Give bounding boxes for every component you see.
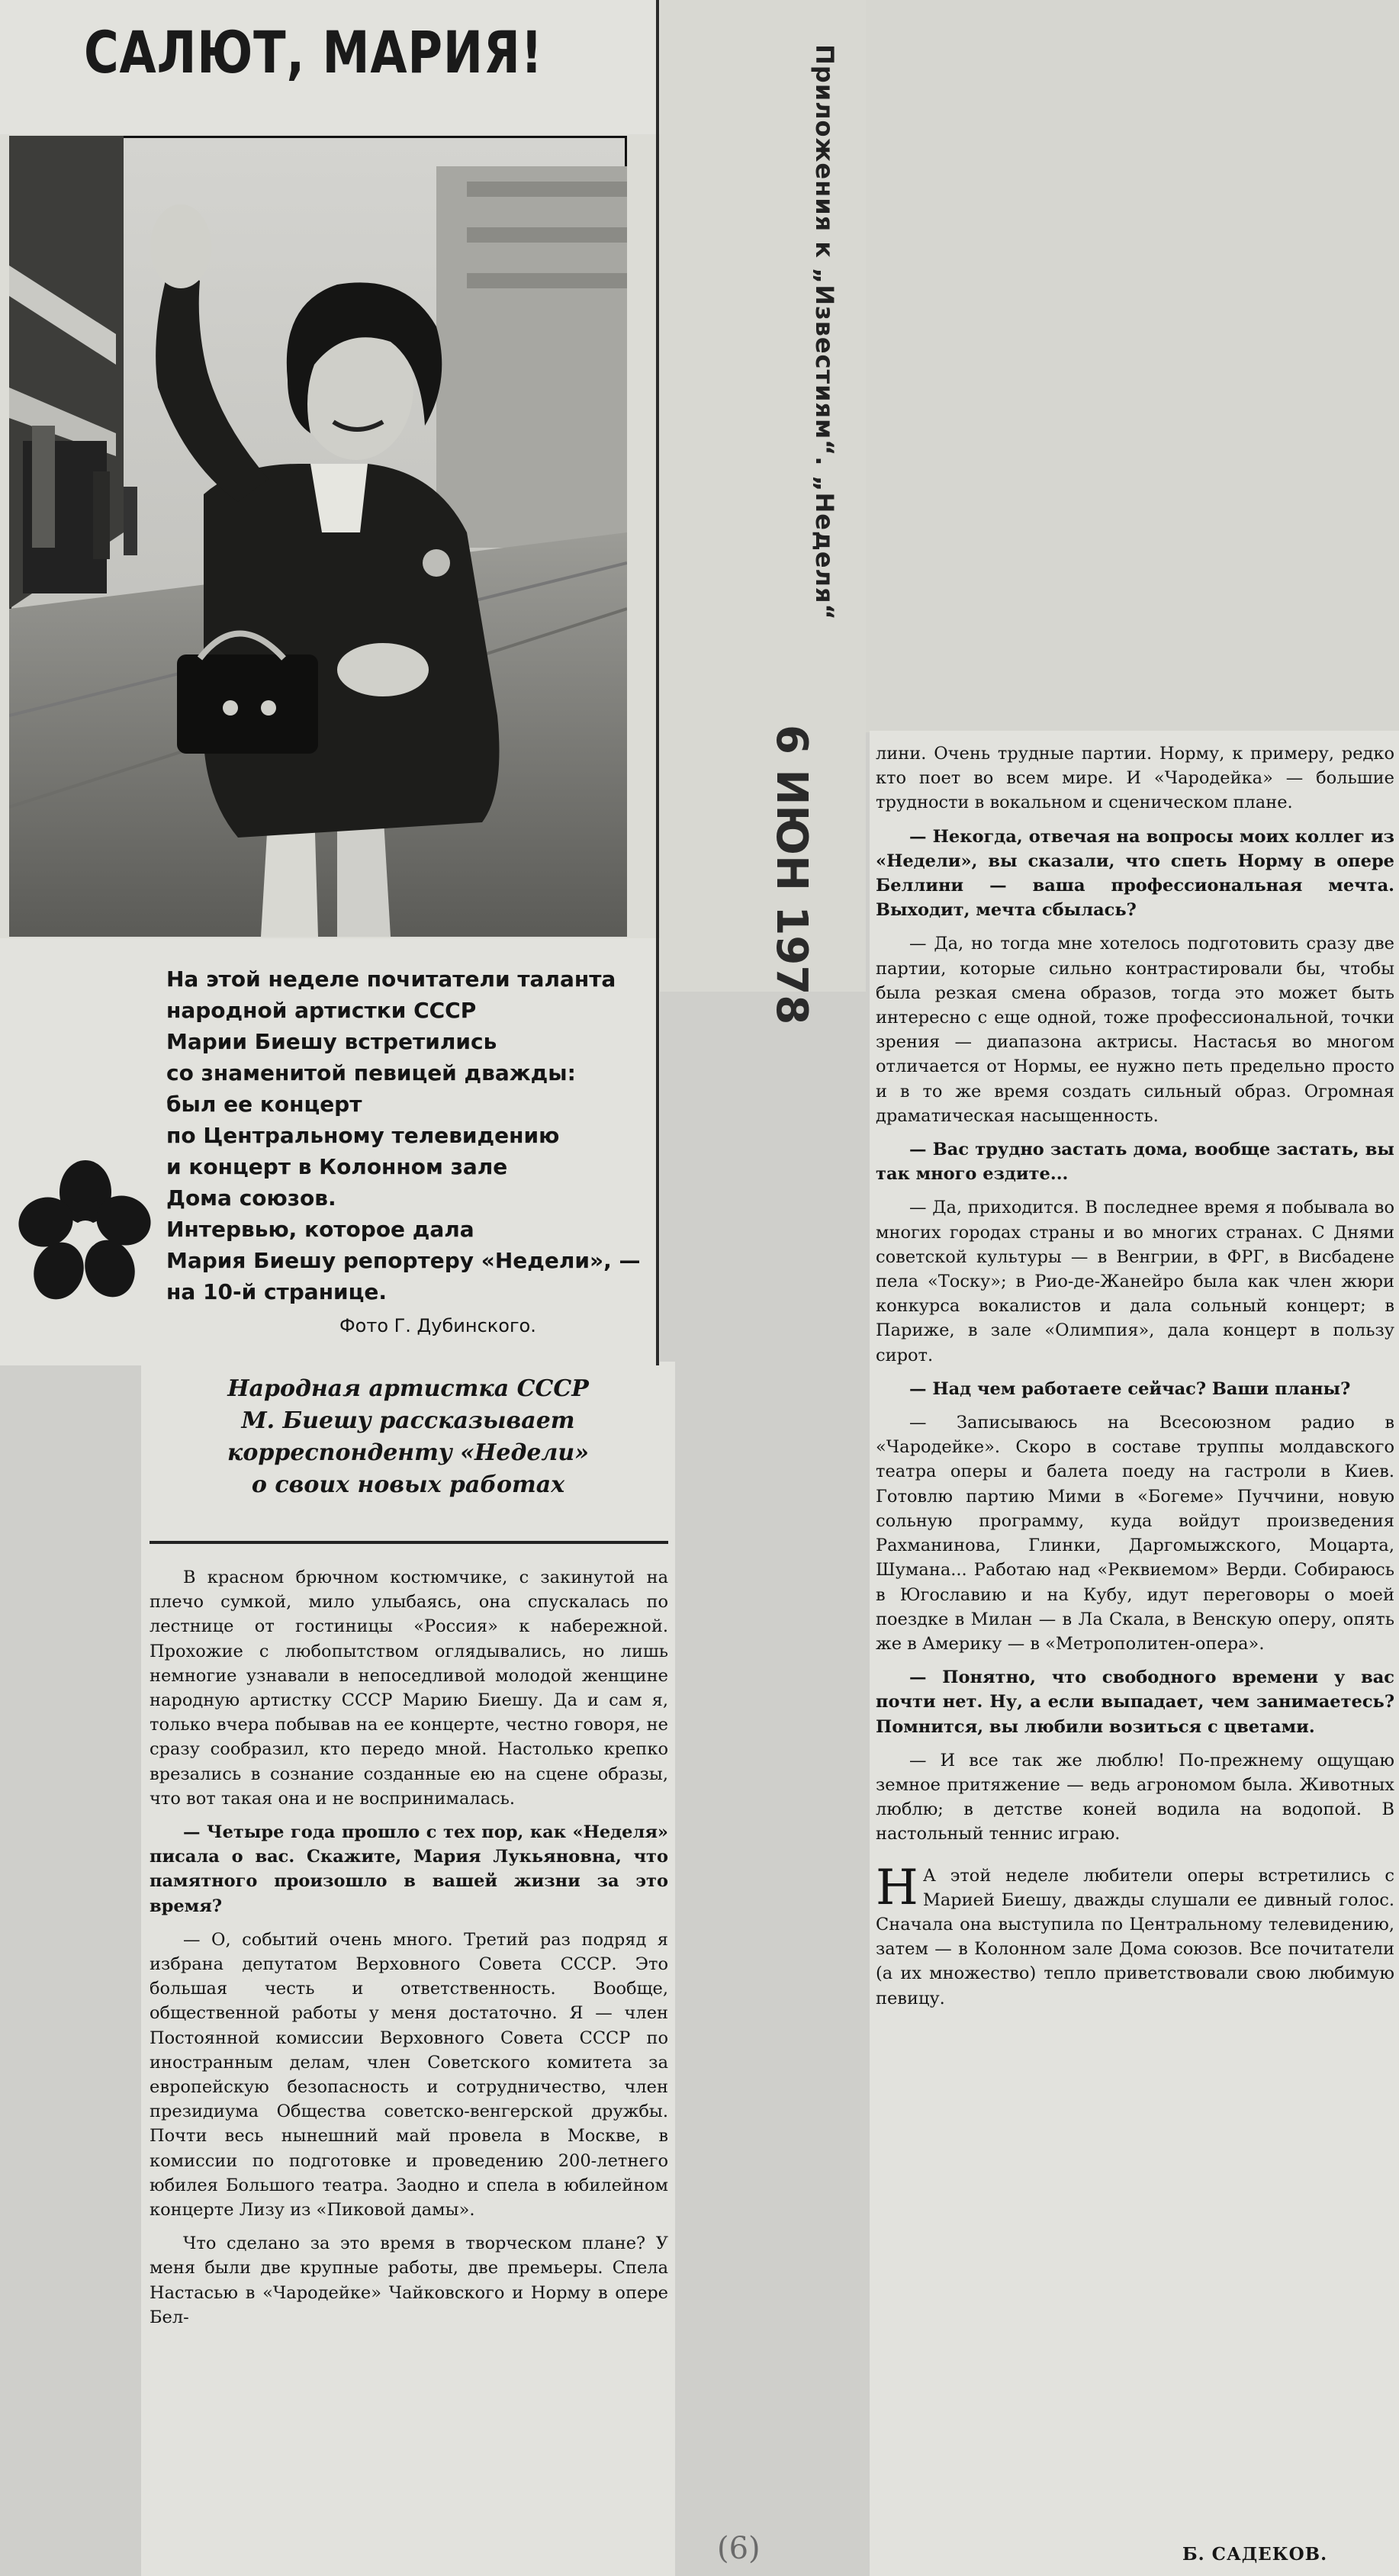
caption-line: Марии Биешу встретились [166, 1029, 497, 1054]
article-paragraph: В красном брючном костюмчике, с закинутой на плечо сумкой, мило улыбаясь, она спускалась по лестнице от гостиницы «Россия» к набережной. Прохожие с любопытством оглядывались, но лишь немногие узнавали в непоседливой молодой женщине народную артистку СССР Марию Биешу. Да и сам я, только вчера побывав на ее концерте, честно говоря, не сразу сообразил, кто передо мной. Настолько крепко врезались в сознание созданные ею на сцене образы, что вот такая она и не воспринималась. [150, 1568, 668, 1809]
singer-photo [9, 136, 627, 937]
article-paragraph: — И все так же люблю! По-прежнему ощущаю земное притяжение — ведь агрономом была. Животных люблю; в детстве коней водила на водопой. В настольный теннис играю. [876, 1750, 1394, 1844]
caption-line: и концерт в Колонном зале [166, 1154, 508, 1179]
subheadline-rule [150, 1541, 668, 1544]
article-question: — Понятно, что свободного времени у вас почти нет. Ну, а если выпадает, чем занимаетесь? Помнится, вы любили возиться с цветами. [876, 1667, 1394, 1737]
flower-ornament-icon [17, 1158, 154, 1303]
caption-line: народной артистки СССР [166, 998, 477, 1023]
date-stamp: 6 ИЮН 1978 [767, 725, 816, 1025]
subheadline-line: корреспонденту «Недели» [227, 1439, 589, 1466]
article-paragraph: — Записываюсь на Всесоюзном радио в «Чародейке». Скоро в составе труппы молдавского театра оперы и балета поеду на гастроли в Киев. Готовлю партию Мими в «Богеме» Пуччини, новую сольную программу, куда войдут произведения Рахманинова, Глинки, Даргомыжского, Моцарта, Шумана... Работаю над «Реквиемом» Верди. Собираюсь в Югославию и на Кубу, идут переговоры о моей поездке в Милан — в Ла Скала, в Венскую оперу, опять же в Америку — в «Метрополитен-опера». [876, 1413, 1394, 1654]
article-question: — Четыре года прошло с тех пор, как «Неделя» писала о вас. Скажите, Мария Лукьяновна, что памятного произошло в вашей жизни за это время? [150, 1822, 668, 1916]
caption-line: был ее концерт [166, 1092, 362, 1117]
headline: САЛЮТ, МАРИЯ! [84, 18, 543, 86]
photo-credit: Фото Г. Дубинского. [339, 1315, 536, 1336]
subheadline-line: о своих новых работах [251, 1471, 565, 1498]
column-rule [656, 0, 659, 1365]
subheadline [153, 1373, 664, 1501]
caption-line: Интервью, которое дала [166, 1217, 474, 1242]
article-paragraph: — Да, приходится. В последнее время я побывала во многих городах страны и во многих странах. С Днями советской культуры — в Венгрии, в ФРГ, в Висбадене пела «Тоску»; в Рио-де-Жанейро была как член жюри конкурса вокалистов и дала сольный концерт; в Париже, в зале «Олимпия», дала концерт в пользу сирот. [876, 1198, 1394, 1365]
caption-line: На этой неделе почитатели таланта [166, 966, 616, 992]
handwritten-mark: (6) [717, 2531, 761, 2566]
caption-line: по Центральному телевидению [166, 1123, 560, 1148]
album-page-blank [866, 0, 1399, 732]
article-question: — Некогда, отвечая на вопросы моих коллег из «Недели», вы сказали, что спеть Норму в опере Беллини — ваша профессиональная мечта. Выходит, мечта сбылась? [876, 826, 1394, 921]
article-question: — Над чем работаете сейчас? Ваши планы? [909, 1378, 1351, 1399]
article-column-left [150, 1565, 668, 2330]
caption-line: на 10-й странице. [166, 1279, 388, 1304]
caption-line: Мария Биешу репортеру «Недели», — [166, 1248, 641, 1273]
closing-paragraph [876, 1859, 1394, 2011]
subheadline-line: М. Биешу рассказывает [241, 1407, 575, 1434]
author-signature: Б. САДЕКОВ. [1182, 2544, 1328, 2565]
article-paragraph: — Да, но тогда мне хотелось подготовить сразу две партии, которые сильно контрастировали бы, чтобы была резкая смена образов, тогда это может быть интересно с еще одной, тоже профессиональной, точки зрения — диапазона актрисы. Настасья во многом отличается от Нормы, ее нужно петь предельно просто и в то же время создать сильный образ. Огромная драматическая насыщенность. [876, 934, 1394, 1126]
closing-text: А этой неделе любители оперы встретились с Марией Биешу, дважды слушали ее дивный голос. Сначала она выступила по Центральному телевидению, затем — в Колонном зале Дома союзов. Все почитатели (а их множество) тепло приветствовали свою любимую певицу. [876, 1865, 1394, 2008]
caption-line: со знаменитой певицей дважды: [166, 1060, 576, 1085]
article-paragraph: — О, событий очень много. Третий раз подряд я избрана депутатом Верховного Совета СССР. Это большая честь и ответственность. Вообще, общественной работы у меня достаточно. Я — член Постоянной комиссии Верховного Совета СССР по иностранным делам, член Советского комитета за европейскую безопасность и сотрудничество, член президиума Общества советско-венгерской дружбы. Почти весь нынешний май провела в Москве, в комиссии по подготовке и проведению 200-летнего юбилея Большого театра. Заодно и спела в юбилейном концерте Лизу из «Пиковой дамы». [150, 1929, 668, 2221]
caption-line: Дома союзов. [166, 1185, 336, 1211]
article-question: — Вас трудно застать дома, вообще застать, вы так много ездите... [876, 1140, 1394, 1185]
article-column-right [876, 741, 1394, 2011]
article-paragraph: Что сделано за это время в творческом плане? У меня были две крупные работы, две премьеры. Спела Настасью в «Чародейке» Чайковского и Норму в опере Бел- [150, 2233, 668, 2327]
subheadline-line: Народная артистка СССР [227, 1375, 589, 1402]
source-stamp: Приложения к „Известиям“. „Неделя“ [810, 44, 839, 621]
dropcap: Н [876, 1859, 918, 1916]
article-paragraph: лини. Очень трудные партии. Норму, к примеру, редко кто поет во всем мире. И «Чародейка» — большие трудности в вокальном и сценическом плане. [876, 744, 1394, 813]
